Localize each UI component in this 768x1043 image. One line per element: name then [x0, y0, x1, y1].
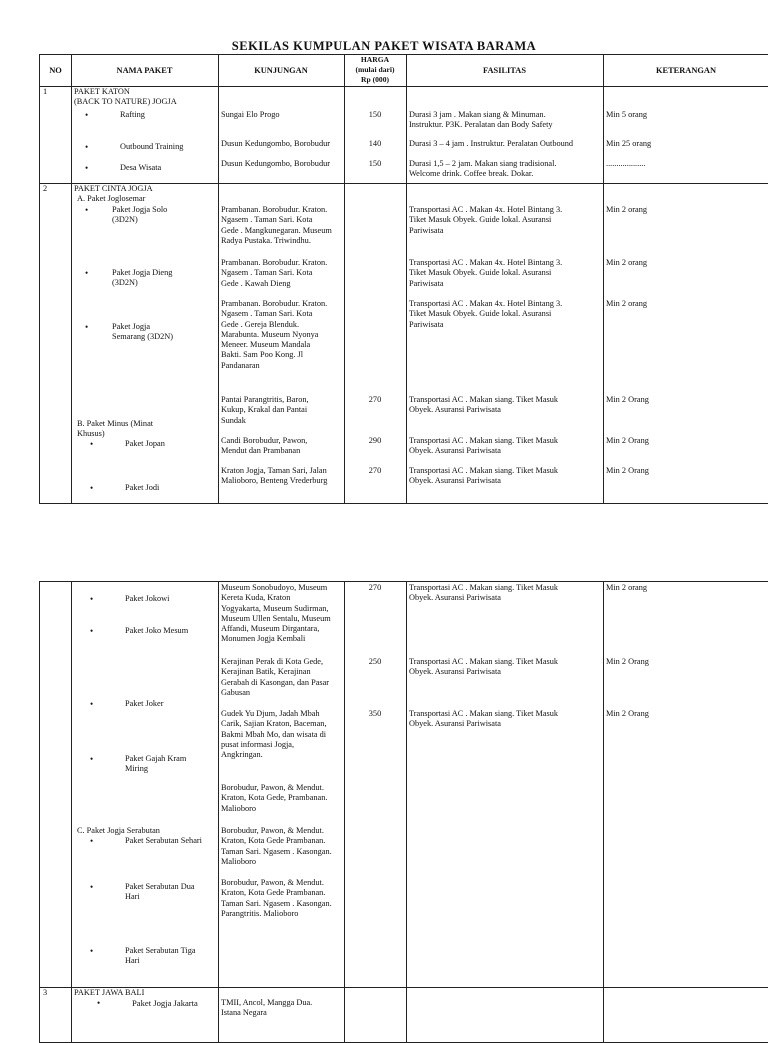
destination: Candi Borobudur, Pawon, Mendut dan Prambanan [221, 436, 308, 456]
destination: Borobudur, Pawon, & Mendut. Kraton, Kota Gede, Prambanan. Malioboro [221, 783, 328, 813]
price: 150 [368, 159, 382, 168]
package-name: • Paket Jopan [125, 439, 165, 449]
group-title: PAKET CINTA JOGJA [74, 184, 153, 193]
remarks: Min 2 Orang [606, 466, 649, 475]
package-name: • Paket Joker [125, 699, 163, 709]
header-harga: HARGA (mulai dari) Rp (000) [355, 55, 395, 84]
package-name-text: • Paket Gajah Kram Miring [125, 754, 187, 774]
package-name: • Paket Jogja Jakarta [132, 998, 198, 1008]
document-title: SEKILAS KUMPULAN PAKET WISATA BARAMA [231, 39, 537, 53]
package-name-text: • Paket Serabutan Tiga Hari [125, 946, 196, 966]
package-name: • Rafting [120, 110, 145, 120]
facilities: Transportasi AC . Makan siang. Tiket Masuk Obyek. Asuransi Pariwisata [409, 583, 559, 603]
row-number: 1 [43, 87, 48, 96]
destination: Sungai Elo Progo [221, 110, 280, 119]
destination: TMII, Ancol, Mangga Dua. Istana Negara [221, 998, 313, 1018]
remarks: Min 2 orang [606, 299, 648, 308]
header-keterangan: KETERANGAN [655, 66, 717, 75]
row-number: 2 [43, 184, 48, 193]
facilities: Transportasi AC . Makan siang. Tiket Masuk Obyek. Asuransi Pariwisata [409, 436, 559, 456]
package-name [112, 322, 202, 343]
price: 250 [368, 657, 382, 666]
remarks: Min 25 orang [606, 139, 652, 148]
price: 270 [368, 466, 382, 475]
destination: Borobudur, Pawon, & Mendut. Kraton, Kota Gede Prambanan. Taman Sari. Ngasem . Kasongan. Parangtritis. Malioboro [221, 878, 332, 918]
header-nama-paket: NAMA PAKET [116, 66, 173, 75]
remarks: ................... [606, 159, 646, 168]
facilities: Transportasi AC . Makan 4x. Hotel Bintang 3. Tiket Masuk Obyek. Guide lokal. Asuransi Pariwisata [409, 258, 563, 288]
price: 350 [368, 709, 382, 718]
destination: Kerajinan Perak di Kota Gede, Kerajinan Batik, Kerajinan Gerabah di Kasongan, dan Pasar Gabusan [221, 657, 330, 697]
group-title: PAKET KATON (BACK TO NATURE) JOGJA [74, 87, 177, 107]
facilities: Transportasi AC . Makan siang. Tiket Masuk Obyek. Asuransi Pariwisata [409, 395, 559, 415]
remarks: Min 2 Orang [606, 657, 649, 666]
facilities: Transportasi AC . Makan 4x. Hotel Bintang 3. Tiket Masuk Obyek. Guide lokal. Asuransi Pariwisata [409, 299, 563, 329]
package-name [125, 946, 225, 967]
destination: Gudek Yu Djum, Jadah Mbah Carik, Sajian Kraton, Baceman, Bakmi Mbah Mo, dan wisata di pusat informasi Jogja, Angkringan. [221, 709, 327, 760]
destination: Borobudur, Pawon, & Mendut. Kraton, Kota Gede Prambanan. Taman Sari. Ngasem . Kasongan. Malioboro [221, 826, 332, 866]
package-name: • Outbound Training [120, 142, 183, 152]
price: 290 [368, 436, 382, 445]
header-no: NO [49, 66, 62, 75]
package-name [125, 882, 224, 903]
facilities: Transportasi AC . Makan 4x. Hotel Bintang 3. Tiket Masuk Obyek. Guide lokal. Asuransi Pariwisata [409, 205, 563, 235]
destination: Dusun Kedungombo, Borobudur [221, 139, 331, 148]
package-name [112, 268, 201, 289]
subgroup-title: A. Paket Joglosemar [77, 194, 146, 203]
remarks: Min 2 orang [606, 205, 648, 214]
remarks: Min 2 Orang [606, 709, 649, 718]
facilities: Durasi 1,5 – 2 jam. Makan siang tradisional. Welcome drink. Coffee break. Dokar. [409, 159, 557, 179]
subgroup-title: C. Paket Jogja Serabutan [77, 826, 160, 835]
facilities: Transportasi AC . Makan siang. Tiket Masuk Obyek. Asuransi Pariwisata [409, 709, 559, 729]
group-title: PAKET JAWA BALI [74, 988, 145, 997]
package-name-text: • Paket Jogja Dieng (3D2N) [112, 268, 173, 288]
destination: Prambanan. Borobudur. Kraton. Ngasem . Taman Sari. Kota Gede . Gereja Blenduk. Marabunta. Museum Nyonya Meneer. Museum Mandala Bakti. Sam Poo Kong. Jl Pandanaran [221, 299, 328, 370]
remarks: Min 2 Orang [606, 395, 649, 404]
destination: Kraton Jogja, Taman Sari, Jalan Malioboro, Benteng Vrederburg [221, 466, 328, 486]
package-name [125, 754, 215, 775]
subgroup-title: B. Paket Minus (Minat Khusus) [77, 419, 154, 439]
package-name: • Desa Wisata [120, 163, 161, 173]
price: 140 [368, 139, 382, 148]
destination: Prambanan. Borobudur. Kraton. Ngasem . Taman Sari. Kota Gede . Mangkunegaran. Museum Radya Pustaka. Triwindhu. [221, 205, 332, 245]
remarks: Min 5 orang [606, 110, 648, 119]
package-name-text: • Paket Jogja Solo (3D2N) [112, 205, 168, 225]
destination: Dusun Kedungombo, Borobudur [221, 159, 331, 168]
facilities: Durasi 3 – 4 jam . Instruktur. Peralatan Outbound [409, 139, 574, 148]
remarks: Min 2 Orang [606, 436, 649, 445]
package-table-page-1 [39, 54, 768, 504]
package-table-page-2 [39, 581, 768, 1043]
package-name: • Paket Joko Mesum [125, 626, 188, 636]
header-kunjungan: KUNJUNGAN [254, 66, 308, 75]
price: 150 [368, 110, 382, 119]
facilities: Transportasi AC . Makan siang. Tiket Masuk Obyek. Asuransi Pariwisata [409, 657, 559, 677]
price: 270 [368, 395, 382, 404]
price: 270 [368, 583, 382, 592]
package-name: • Paket Jokowi [125, 594, 169, 604]
facilities: Transportasi AC . Makan siang. Tiket Masuk Obyek. Asuransi Pariwisata [409, 466, 559, 486]
remarks: Min 2 orang [606, 258, 648, 267]
facilities: Durasi 3 jam . Makan siang & Minuman. Instruktur. P3K. Peralatan dan Body Safety [409, 110, 553, 130]
package-name [112, 205, 196, 226]
row-number: 3 [43, 988, 48, 997]
package-name-text: • Paket Jogja Semarang (3D2N) [112, 322, 174, 342]
destination: Museum Sonobudoyo, Museum Kereta Kuda, Kraton Yogyakarta, Museum Sudirman, Museum Ullen Sentalu, Museum Affandi, Museum Dirgantara, Monumen Jogja Kembali [221, 583, 331, 644]
package-name: • Paket Jodi [125, 483, 159, 493]
destination: Pantai Parangtritis, Baron, Kukup, Krakal dan Pantai Sundak [221, 395, 309, 425]
remarks: Min 2 orang [606, 583, 648, 592]
destination: Prambanan. Borobudur. Kraton. Ngasem . Taman Sari. Kota Gede . Kawah Dieng [221, 258, 328, 288]
package-name-text: • Paket Serabutan Dua Hari [125, 882, 195, 902]
header-fasilitas: FASILITAS [483, 66, 526, 75]
package-name: • Paket Serabutan Sehari [125, 836, 202, 846]
